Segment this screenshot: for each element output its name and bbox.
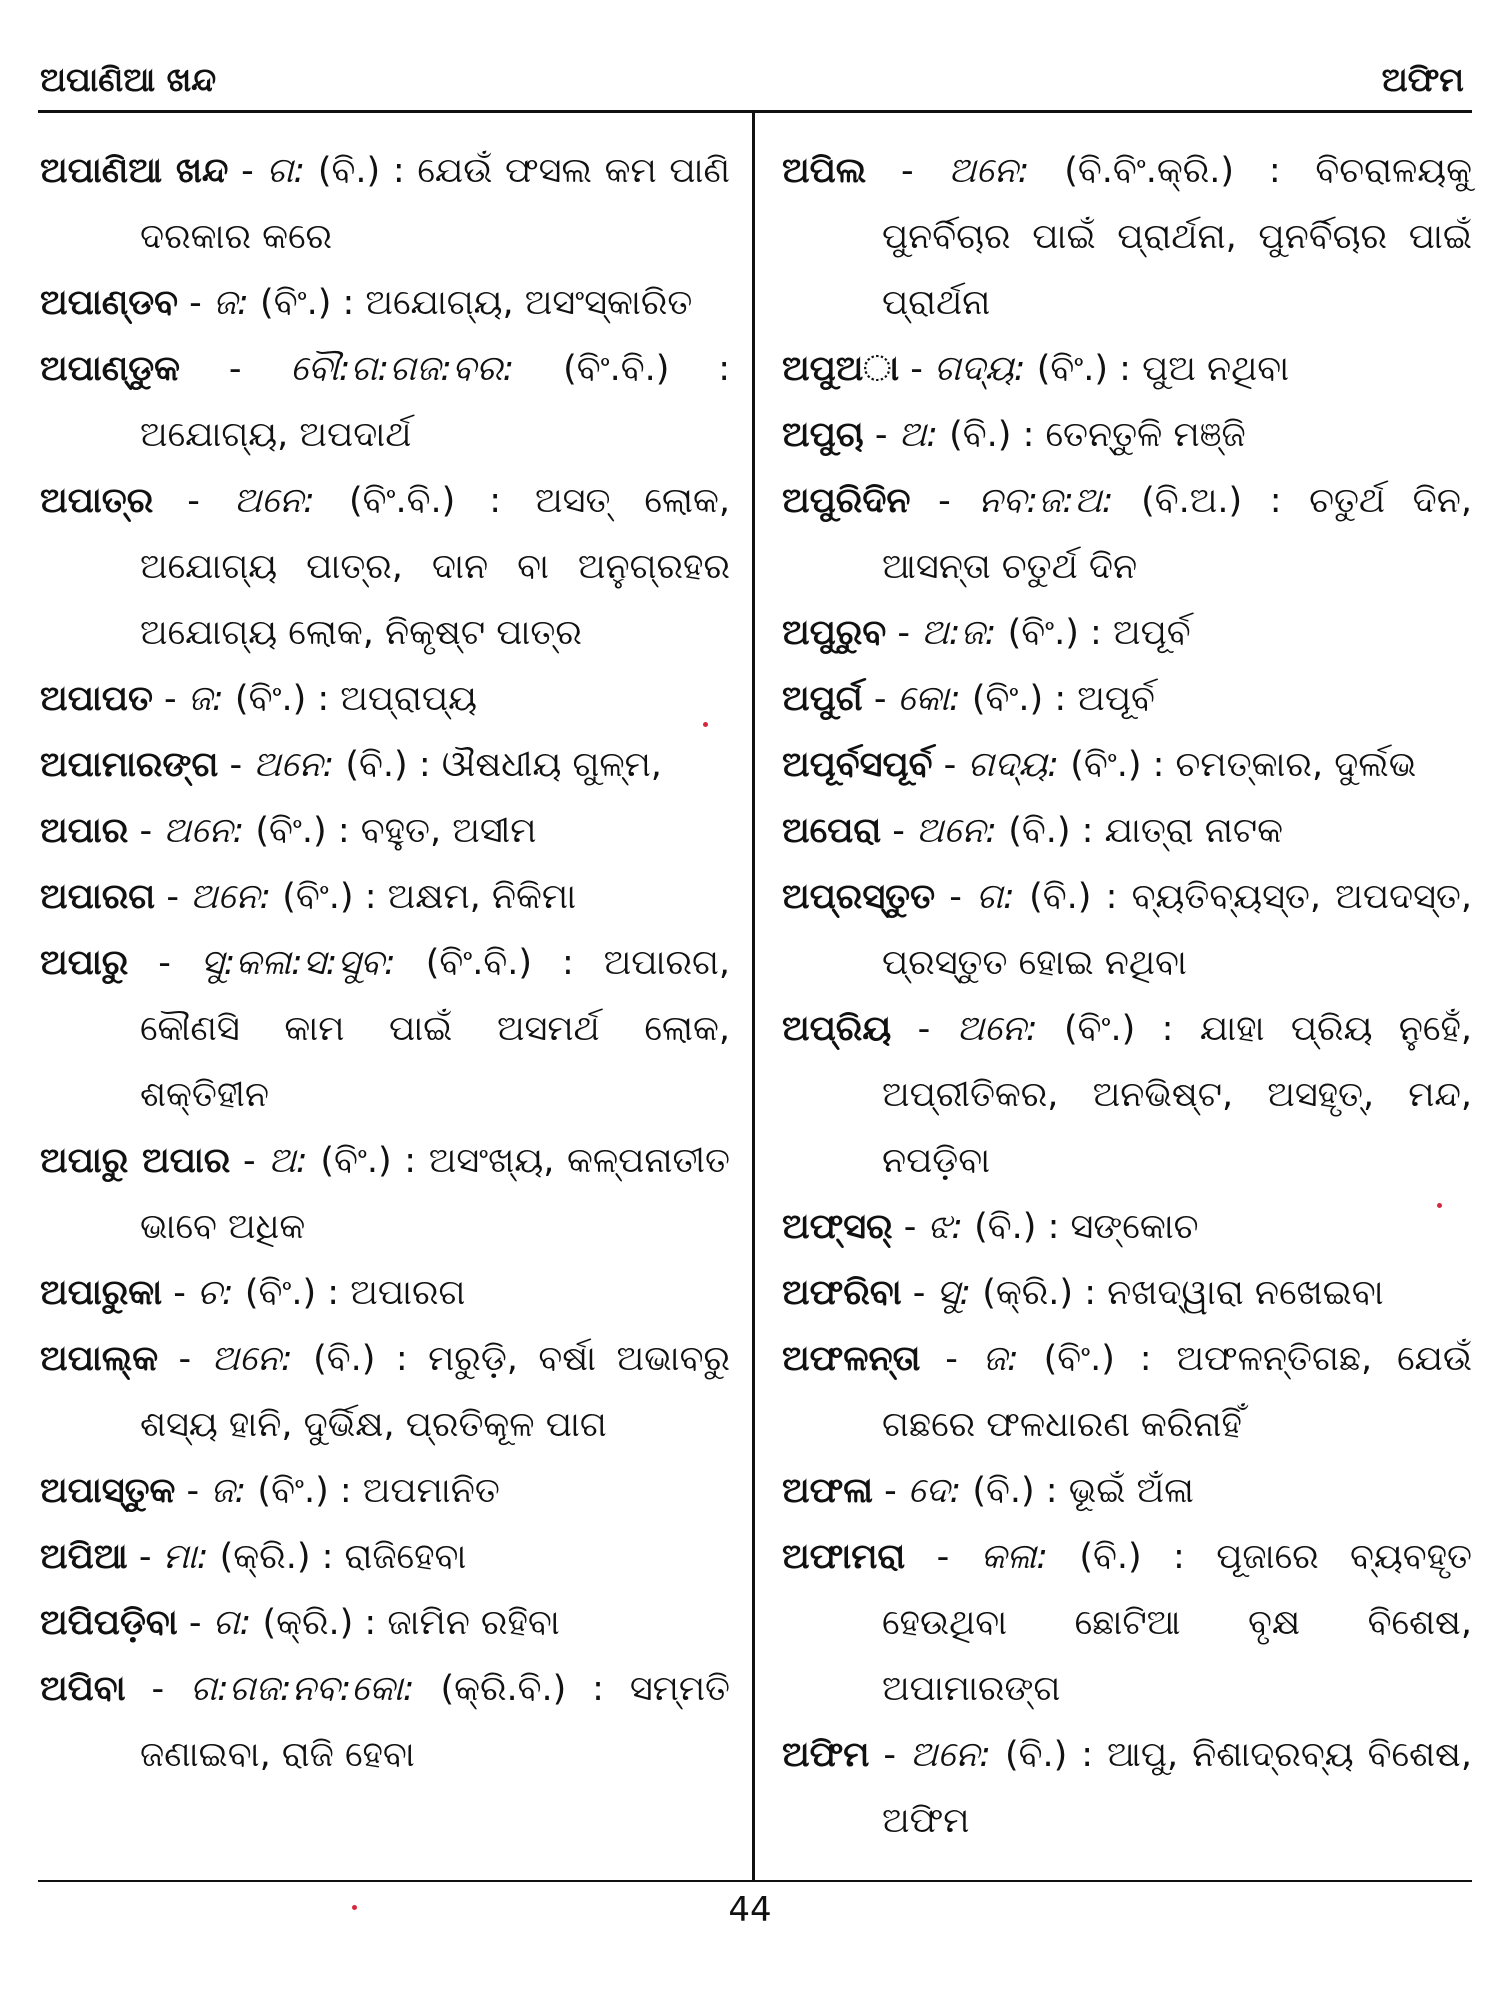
- entry-source: ଅନେ:: [190, 877, 272, 917]
- dictionary-entry: [40, 1656, 730, 1788]
- entry-source: ଅ:: [898, 415, 939, 455]
- entry-headword: ଅପ୍ରସ୍ତୁତ: [782, 877, 936, 917]
- entry-definition: (କ୍ରି.) : ଜାମିନ ରହିବା: [251, 1603, 560, 1643]
- entry-definition: (ବି.) : ସଙ୍କୋଚ: [963, 1207, 1199, 1247]
- entry-separator: -: [899, 349, 934, 389]
- entry-headword: ଅପୁର୍ଗ: [782, 679, 863, 719]
- entry-definition: (ବିଂ.ବି.) : ଅସତ୍ ଲୋକ, ଅଯୋଗ୍ୟ ପାତ୍ର, ଦାନ ବା ଅନୁଗ୍ରହର ଅଯୋଗ୍ୟ ଲୋକ, ନିକୃଷ୍ଟ ପାତ୍ର: [140, 481, 730, 653]
- entry-headword: ଅଫଳନ୍ତା: [782, 1339, 921, 1379]
- dictionary-entry: [782, 1326, 1472, 1458]
- entry-headword: ଅପିପଡ଼ିବା: [40, 1603, 178, 1643]
- entry-source: ଗ:: [976, 877, 1015, 917]
- entry-definition: (କ୍ରି.) : ନଖଦ୍ୱାରା ନଖେଇବା: [971, 1273, 1384, 1313]
- dictionary-entry: [782, 468, 1472, 600]
- entry-separator: -: [158, 1339, 212, 1379]
- entry-definition: (ବିଂ.ବି.) : ଅପାରଗ, କୌଣସି କାମ ପାଇଁ ଅସମର୍ଥ ଲୋକ, ଶକ୍ତିହୀନ: [140, 943, 730, 1115]
- entry-separator: -: [162, 1273, 198, 1313]
- entry-source: ଗ:: [266, 151, 306, 191]
- ink-speck: [1437, 1203, 1442, 1208]
- entry-source: ଚ:: [197, 1273, 234, 1313]
- entry-definition: (ବିଂ.) : ଅପ୍ରାପ୍ୟ: [223, 679, 477, 719]
- entry-source: ଜ:: [212, 283, 249, 323]
- entry-headword: ଅପିଆ: [40, 1537, 128, 1577]
- entry-definition: (ବିଂ.) : ଅପୂର୍ବ: [960, 679, 1155, 719]
- entry-source: ଗଦ୍ୟ:: [933, 349, 1026, 389]
- entry-separator: -: [863, 415, 899, 455]
- dictionary-entry: [40, 1590, 730, 1656]
- entry-source: ଗ:ଗଜ:ନବ:କୋ:: [190, 1669, 415, 1709]
- ink-speck: [703, 722, 708, 727]
- entry-headword: ଅପାସ୍ତୁକ: [40, 1471, 176, 1511]
- entry-source: ସୁ:କଳା:ସ:ସୁବ:: [200, 943, 396, 983]
- entry-definition: (ବିଂ.) : ପୁଅ ନଥିବା: [1025, 349, 1290, 389]
- dictionary-entry: [40, 1458, 730, 1524]
- entry-source: ଗଦ୍ୟ:: [967, 745, 1060, 785]
- entry-headword: ଅଫ୍‌ସର୍: [782, 1207, 893, 1247]
- entry-source: ଅନେ:: [253, 745, 335, 785]
- dictionary-entry: [782, 1194, 1472, 1260]
- dictionary-entry: [40, 1326, 730, 1458]
- entry-separator: -: [177, 1603, 213, 1643]
- entry-separator: -: [127, 1537, 163, 1577]
- entry-source: ଜ:: [187, 679, 224, 719]
- entry-separator: -: [152, 679, 188, 719]
- entry-definition: (ବିଂ.) : ଅପମାନିତ: [246, 1471, 500, 1511]
- entry-source: ଅନେ:: [211, 1339, 293, 1379]
- entry-separator: -: [128, 943, 201, 983]
- entry-source: ଗ:: [212, 1603, 252, 1643]
- entry-source: ଅନେ:: [163, 811, 245, 851]
- dictionary-entry: [40, 1128, 730, 1260]
- entry-definition: (ବି.) : ତେନ୍ତୁଳି ମଞ୍ଜି: [938, 415, 1246, 455]
- entry-separator: -: [155, 877, 191, 917]
- entry-source: ଦେ:: [907, 1471, 962, 1511]
- footer-rule: [38, 1880, 1472, 1882]
- entry-headword: ଅପାଲ୍‌କ: [40, 1339, 159, 1379]
- entry-separator: -: [862, 679, 898, 719]
- entry-headword: ଅପୂର୍ବସପୂର୍ବ: [782, 745, 933, 785]
- dictionary-entry: [782, 732, 1472, 798]
- header-rule: [38, 110, 1472, 113]
- dictionary-entry: [40, 1260, 730, 1326]
- entry-headword: ଅପାରୁ: [40, 943, 129, 983]
- entry-headword: ଅପାପତ: [40, 679, 153, 719]
- entry-headword: ଅପାରୁକା: [40, 1273, 163, 1313]
- header-last-word: ଅଫିମ: [1381, 60, 1464, 99]
- entry-definition: (ବିଂ.ବି.) : ଅଯୋଗ୍ୟ, ଅପଦାର୍ଥ: [140, 349, 730, 455]
- entry-separator: -: [128, 811, 164, 851]
- entry-separator: -: [180, 349, 291, 389]
- dictionary-entry: [40, 732, 730, 798]
- entry-separator: -: [920, 1339, 983, 1379]
- entry-headword: ଅପାଣ୍ଡବ: [40, 283, 179, 323]
- page-number: 44: [728, 1890, 772, 1930]
- dictionary-entry: [782, 336, 1472, 402]
- dictionary-entry: [782, 798, 1472, 864]
- dictionary-entry: [782, 666, 1472, 732]
- header-first-word: ଅପାଣିଆ ଖନ୍ଦ: [40, 60, 217, 99]
- dictionary-entry: [782, 138, 1472, 336]
- entry-source: ମା:: [162, 1537, 209, 1577]
- entry-separator: -: [228, 151, 267, 191]
- entry-source: ବୌ:ଗ:ଗଜ:ବର:: [290, 349, 515, 389]
- entry-separator: -: [869, 1735, 910, 1775]
- entry-separator: -: [886, 613, 922, 653]
- entry-separator: -: [932, 745, 968, 785]
- dictionary-entry: [40, 138, 730, 270]
- entry-headword: ଅପିବା: [40, 1669, 126, 1709]
- page-header: [40, 52, 1470, 108]
- entry-headword: ଅପାତ୍ର: [40, 481, 154, 521]
- entry-source: ଅ:ଜ:: [921, 613, 997, 653]
- entry-definition: (ବି.ଅ.) : ଚତୁର୍ଥ ଦିନ, ଆସନ୍ତା ଚତୁର୍ଥ ଦିନ: [882, 481, 1472, 587]
- entry-definition: (କ୍ରି.) : ରାଜିହେବା: [208, 1537, 467, 1577]
- entry-separator: -: [153, 481, 234, 521]
- entry-headword: ଅପ୍ରିୟ: [782, 1009, 892, 1049]
- entry-headword: ଅପିଲ: [782, 151, 867, 191]
- entry-headword: ଅପୁଚା: [782, 415, 864, 455]
- entry-source: ନବ:ଜ:ଅ:: [978, 481, 1114, 521]
- column-divider: [752, 113, 755, 1881]
- entry-definition: (ବି.) : ମରୁଡ଼ି, ବର୍ଷା ଅଭାବରୁ ଶସ୍ୟ ହାନି, ଦୁର୍ଭିକ୍ଷ, ପ୍ରତିକୂଳ ପାଗ: [140, 1339, 730, 1445]
- entry-separator: -: [935, 877, 977, 917]
- entry-separator: -: [175, 1471, 211, 1511]
- entry-definition: (ବିଂ.) : ଅଯୋଗ୍ୟ, ଅସଂସ୍କାରିତ: [248, 283, 693, 323]
- entry-source: ଅ:: [268, 1141, 308, 1181]
- dictionary-entry: [40, 864, 730, 930]
- entry-definition: (ବି.ବିଂ.କ୍ରି.) : ବିଚରାଳୟକୁ ପୁନର୍ବିଚାର ପାଇଁ ପ୍ରାର୍ଥନା, ପୁନର୍ବିଚାର ପାଇଁ ପ୍ରାର୍ଥନା: [882, 151, 1472, 323]
- entry-headword: ଅପାର: [40, 811, 129, 851]
- entry-source: ଅନେ:: [909, 1735, 992, 1775]
- entry-source: ଅନେ:: [916, 811, 998, 851]
- entry-definition: (ବିଂ.) : ଅପୂର୍ବ: [996, 613, 1191, 653]
- entry-definition: (ବିଂ.) : ଚମତ୍କାର, ଦୁର୍ଲଭ: [1059, 745, 1417, 785]
- dictionary-entry: [782, 1260, 1472, 1326]
- dictionary-entry: [782, 996, 1472, 1194]
- entry-headword: ଅପାମାରଙ୍ଗ: [40, 745, 219, 785]
- entry-definition: (ବି.) : ଯେଉଁ ଫସଲ କମ ପାଣି ଦରକାର କରେ: [140, 151, 731, 257]
- entry-source: ଜ:: [210, 1471, 247, 1511]
- entry-separator: -: [230, 1141, 269, 1181]
- dictionary-entry: [40, 930, 730, 1128]
- dictionary-entry: [782, 402, 1472, 468]
- entry-headword: ଅଫରିବା: [782, 1273, 902, 1313]
- dictionary-entry: [40, 798, 730, 864]
- entry-headword: ଅପାଣ୍ଡୁକ: [40, 349, 181, 389]
- left-column: [40, 138, 730, 1788]
- entry-definition: (କ୍ରି.ବି.) : ସମ୍ମତି ଜଣାଇବା, ରାଜି ହେବା: [140, 1669, 730, 1775]
- entry-source: ଅନେ:: [948, 151, 1030, 191]
- entry-source: କୋ:: [897, 679, 961, 719]
- entry-separator: -: [866, 151, 949, 191]
- entry-separator: -: [125, 1669, 191, 1709]
- entry-source: ଅନେ:: [233, 481, 315, 521]
- entry-headword: ଅପେରା: [782, 811, 882, 851]
- entry-separator: -: [218, 745, 254, 785]
- entry-headword: ଅପୁଅା: [782, 349, 900, 389]
- entry-headword: ଅପାଣିଆ ଖନ୍ଦ: [40, 151, 229, 191]
- entry-definition: (ବି.) : ପୂଜାରେ ବ୍ୟବହୃତ ହେଉଥିବା ଛୋଟିଆ ବୃକ୍ଷ ବିଶେଷ, ଅପାମାରଙ୍ଗ: [882, 1537, 1472, 1709]
- entry-source: ଅନେ:: [956, 1009, 1038, 1049]
- entry-definition: (ବି.) : ଆପୁ, ନିଶାଦ୍ରବ୍ୟ ବିଶେଷ, ଅଫିମ: [882, 1735, 1472, 1841]
- entry-separator: -: [178, 283, 213, 323]
- dictionary-entry: [782, 1722, 1472, 1854]
- entry-separator: -: [910, 481, 979, 521]
- dictionary-entry: [782, 600, 1472, 666]
- entry-definition: (ବି.) : ଭୂଇଁ ଅଁଳା: [961, 1471, 1194, 1511]
- entry-definition: (ବିଂ.) : ବହୁତ, ଅସୀମ: [244, 811, 537, 851]
- entry-headword: ଅପୁରିଦିନ: [782, 481, 911, 521]
- entry-definition: (ବି.) : ଯାତ୍ରା ନାଟକ: [997, 811, 1284, 851]
- entry-definition: (ବିଂ.) : ଅପାରଗ: [233, 1273, 466, 1313]
- dictionary-entry: [40, 1524, 730, 1590]
- entry-definition: (ବିଂ.) : ଅକ୍ଷମ, ନିକିମା: [271, 877, 577, 917]
- entry-separator: -: [901, 1273, 937, 1313]
- entry-source: ଝ:: [927, 1207, 964, 1247]
- dictionary-entry: [782, 864, 1472, 996]
- right-column: [782, 138, 1472, 1854]
- entry-source: ଜ:: [982, 1339, 1019, 1379]
- dictionary-entry: [40, 666, 730, 732]
- entry-headword: ଅଫିମ: [782, 1735, 870, 1775]
- entry-source: କଳା:: [980, 1537, 1048, 1577]
- dictionary-entry: [40, 336, 730, 468]
- entry-headword: ଅପାରଗ: [40, 877, 156, 917]
- entry-headword: ଅଫାମରା: [782, 1537, 906, 1577]
- entry-separator: -: [881, 811, 917, 851]
- dictionary-entry: [782, 1524, 1472, 1722]
- entry-definition: (ବିଂ.) : ଅସଂଖ୍ୟ, କଳ୍ପନାତୀତ ଭାବେ ଅଧିକ: [140, 1141, 730, 1247]
- entry-definition: (ବି.) : ବ୍ୟତିବ୍ୟସ୍ତ, ଅପଦସ୍ତ, ପ୍ରସ୍ତୁତ ହୋଇ ନଥିବା: [882, 877, 1472, 983]
- entry-separator: -: [892, 1207, 928, 1247]
- entry-definition: (ବିଂ.) : ଯାହା ପ୍ରିୟ ନୁହେଁ, ଅପ୍ରୀତିକର, ଅନଭିଷ୍ଟ, ଅସହୃତ୍, ମନ୍ଦ, ନପଡ଼ିବା: [882, 1009, 1472, 1181]
- entry-definition: (ବି.) : ଔଷଧୀୟ ଗୁଳ୍ମ,: [334, 745, 662, 785]
- entry-headword: ଅପାରୁ ଅପାର: [40, 1141, 231, 1181]
- ink-speck: [352, 1905, 357, 1910]
- entry-source: ସୁ:: [936, 1273, 972, 1313]
- entry-headword: ଅଫଳା: [782, 1471, 873, 1511]
- entry-separator: -: [905, 1537, 981, 1577]
- entry-definition: (ବିଂ.) : ଅଫଳନ୍ତିଗଛ, ଯେଉଁ ଗଛରେ ଫଳଧାରଣ କରିନାହିଁ: [882, 1339, 1472, 1445]
- entry-separator: -: [891, 1009, 957, 1049]
- dictionary-entry: [782, 1458, 1472, 1524]
- entry-separator: -: [872, 1471, 908, 1511]
- entry-headword: ଅପୁରୁବ: [782, 613, 887, 653]
- dictionary-entry: [40, 468, 730, 666]
- dictionary-entry: [40, 270, 730, 336]
